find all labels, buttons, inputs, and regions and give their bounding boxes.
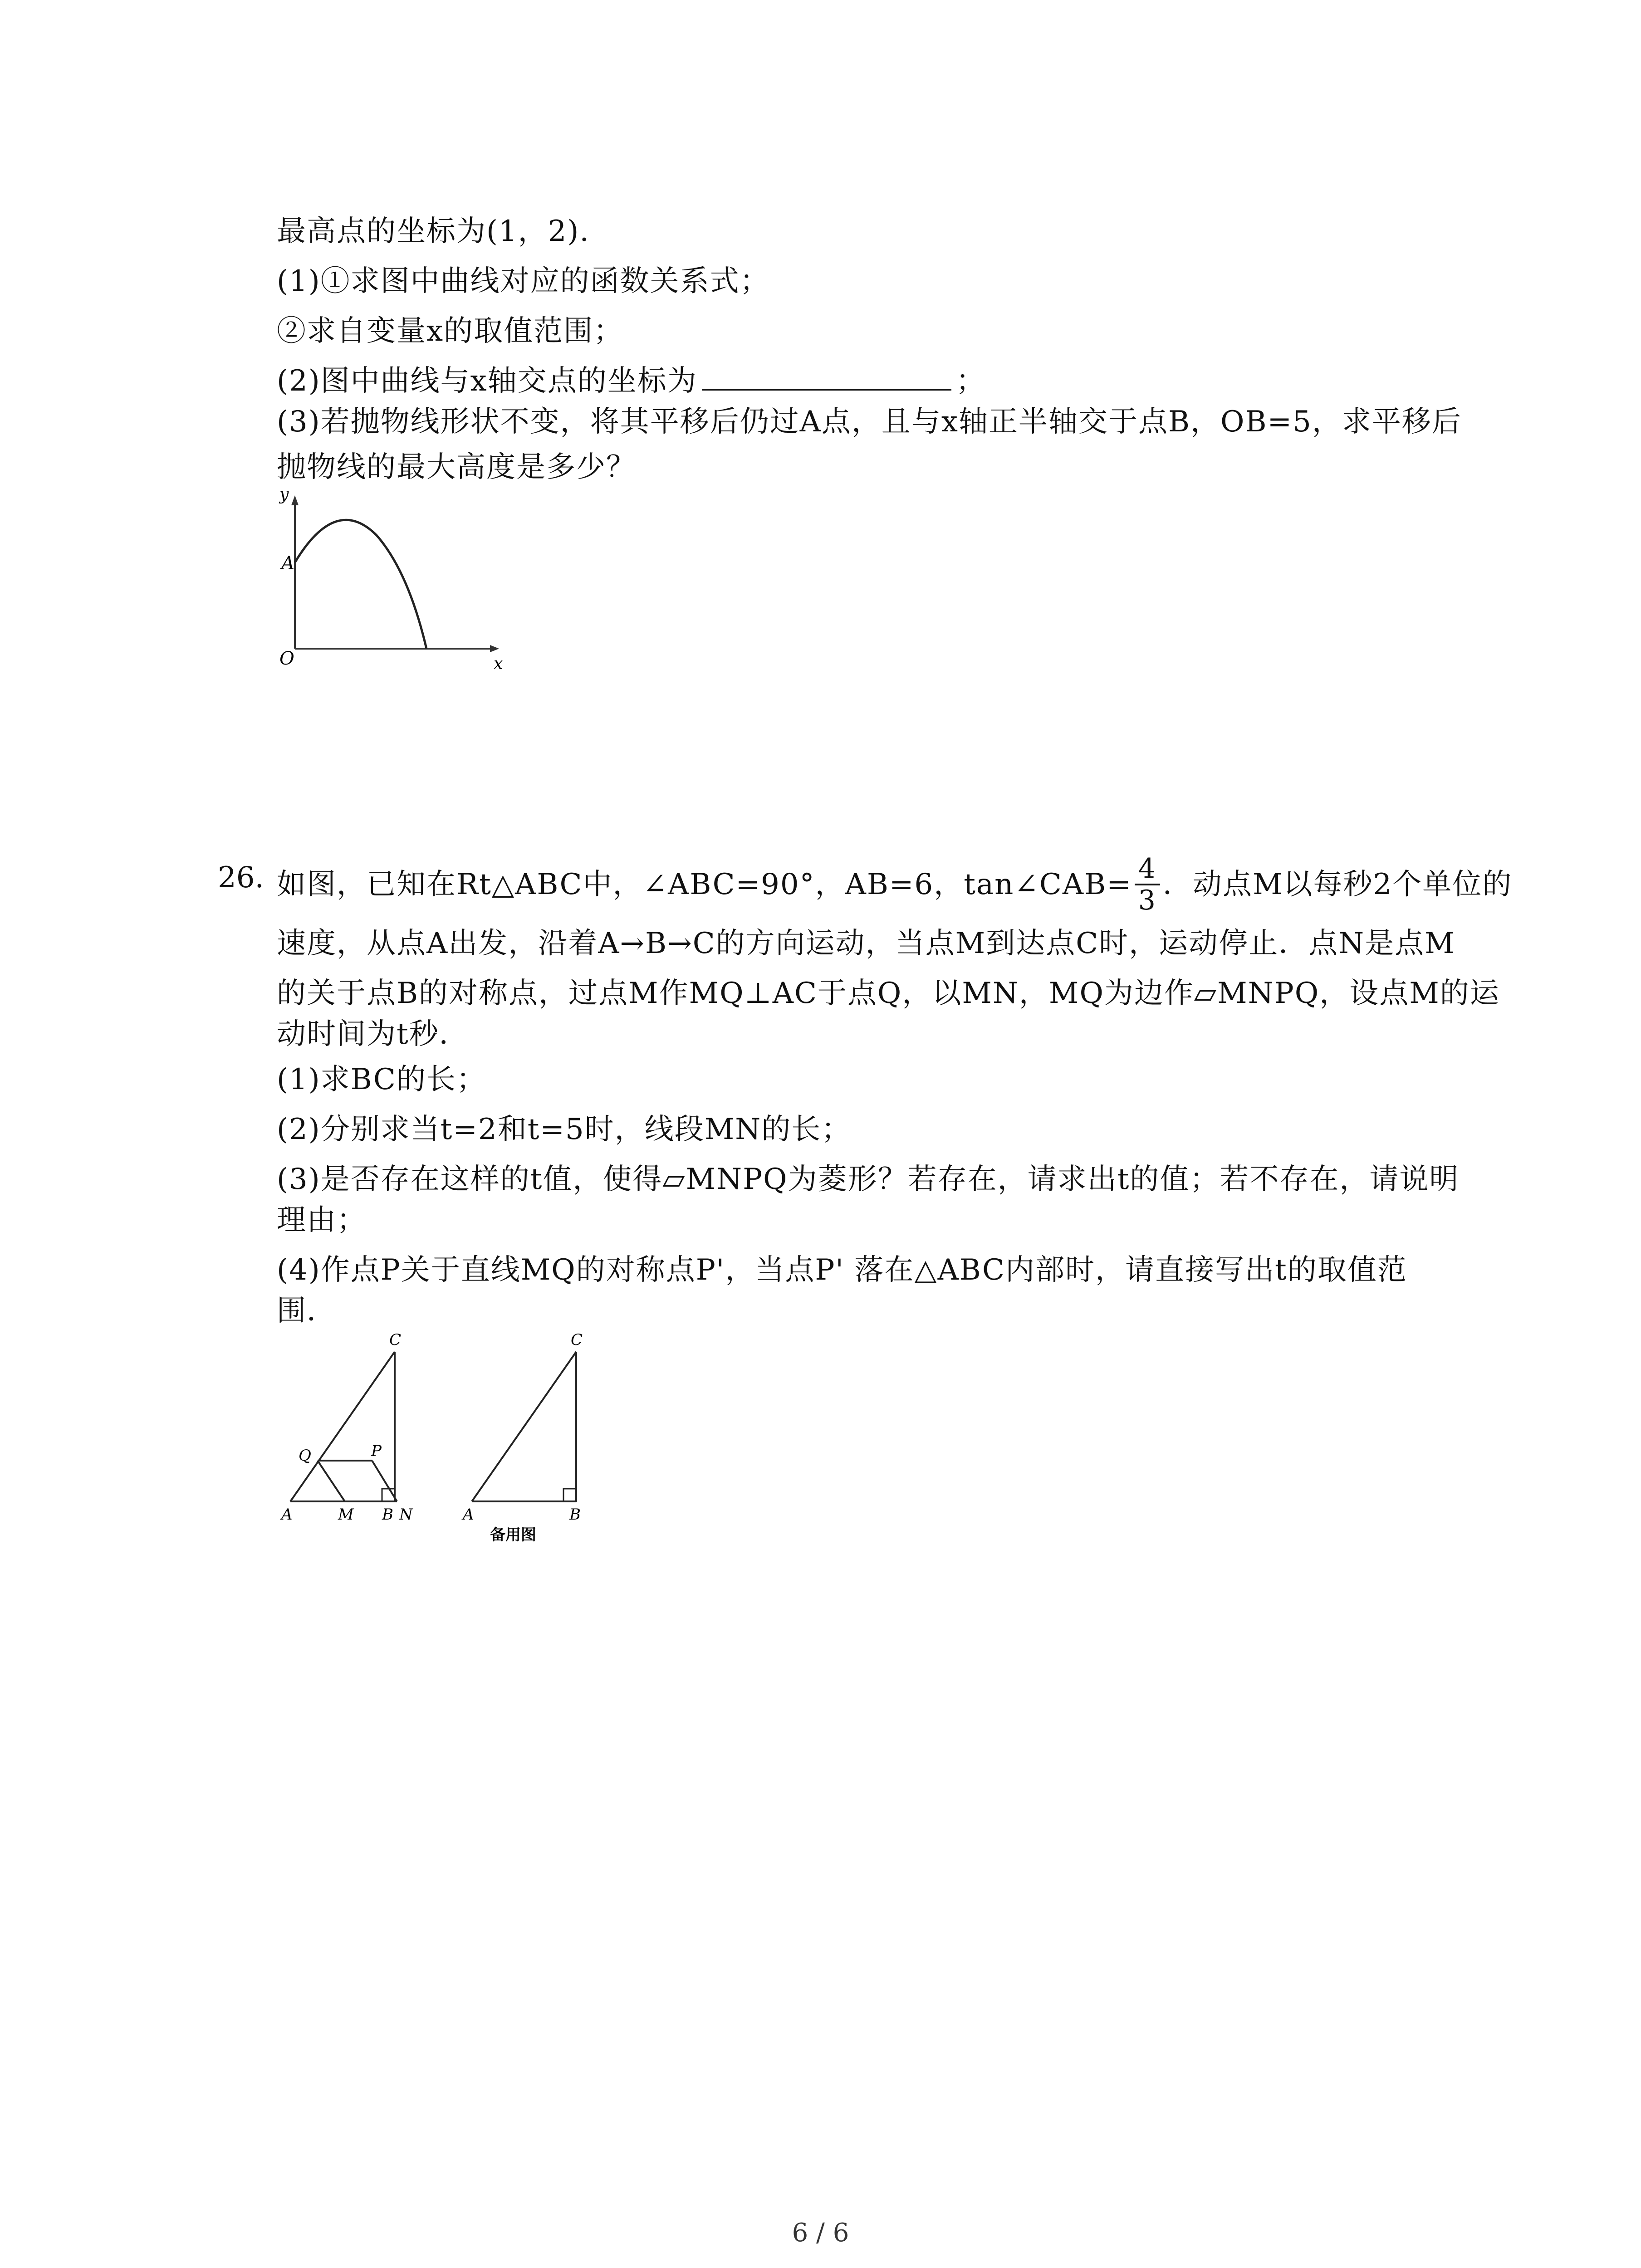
backup-figure-caption: 备用图 <box>490 1526 536 1544</box>
vertex-b-label: B <box>569 1505 581 1524</box>
vertex-c-label: C <box>389 1331 402 1349</box>
q26-line4: 动时间为t秒． <box>277 1017 469 1051</box>
x-axis-label: x <box>494 655 503 673</box>
parabola-figure <box>263 485 517 676</box>
hypotenuse-ac <box>472 1352 576 1501</box>
q25-part2-text: (2)图中曲线与x轴交点的坐标为 <box>277 364 697 398</box>
q26-line3: 的关于点B的对称点，过点M作MQ⊥AC于点Q，以MN，MQ为边作▱MNPQ，设点M的运 <box>277 977 1500 1010</box>
point-p-label: P <box>371 1442 382 1460</box>
vertex-b-label: B <box>382 1505 393 1524</box>
point-a-label: A <box>281 553 294 574</box>
q25-intro: 最高点的坐标为(1，2). <box>277 215 590 248</box>
point-q-label: Q <box>299 1447 311 1465</box>
parabola-curve <box>295 520 426 649</box>
fraction <box>1135 854 1160 915</box>
q26-part3-line2: 理由； <box>277 1203 367 1237</box>
q26-line2: 速度，从点A出发，沿着A→B→C的方向运动，当点M到达点C时，运动停止．点N是点M <box>277 927 1455 960</box>
q26-line1 <box>277 853 1512 916</box>
fraction-numerator: 4 <box>1135 854 1160 885</box>
answer-blank[interactable] <box>702 363 951 391</box>
right-angle-mark <box>563 1489 576 1501</box>
page-number: 6 / 6 <box>792 2218 849 2248</box>
vertex-a-label: A <box>463 1505 474 1524</box>
triangle-figure-main <box>263 1325 445 1524</box>
y-axis-arrow <box>291 495 299 505</box>
vertex-a-label: A <box>281 1505 293 1524</box>
q26-number: 26. <box>218 861 264 894</box>
hypotenuse-ac <box>290 1352 395 1501</box>
fraction-denominator: 3 <box>1138 885 1156 916</box>
vertex-c-label: C <box>571 1331 583 1349</box>
q26-part3-line1: (3)是否存在这样的t值，使得▱MNPQ为菱形？若存在，请求出t的值；若不存在，请说明 <box>277 1163 1460 1196</box>
segment-mq <box>318 1461 345 1501</box>
point-n-label: N <box>399 1505 413 1524</box>
segment-pn <box>372 1461 397 1501</box>
x-axis-arrow <box>490 645 499 652</box>
q25-part1-2: ②求自变量x的取值范围； <box>277 314 624 348</box>
q25-part1-1: (1)①求图中曲线对应的函数关系式； <box>277 264 770 298</box>
q26-part1: (1)求BC的长； <box>277 1063 486 1096</box>
q25-part2-end: ； <box>955 364 986 398</box>
q26-part2: (2)分别求当t=2和t=5时，线段MN的长； <box>277 1113 852 1146</box>
origin-label: O <box>279 648 294 669</box>
q25-part2 <box>277 363 986 399</box>
q26-line1-text-end: ．动点M以每秒2个单位的 <box>1162 868 1513 901</box>
triangle-figure-backup <box>454 1325 635 1551</box>
q25-part3-line2: 抛物线的最大高度是多少？ <box>277 450 636 484</box>
q26-line1-text: 如图，已知在Rt△ABC中，∠ABC=90°，AB=6，tan∠CAB= <box>277 868 1132 901</box>
q26-part4-line1: (4)作点P关于直线MQ的对称点P'，当点P' 落在△ABC内部时，请直接写出t的取值范 <box>277 1253 1407 1287</box>
q25-part3-line1: (3)若抛物线形状不变，将其平移后仍过A点，且与x轴正半轴交于点B，OB=5，求平移后 <box>277 405 1462 439</box>
q26-part4-line2: 围． <box>277 1294 337 1328</box>
y-axis-label: y <box>279 485 289 504</box>
point-m-label: M <box>338 1505 354 1524</box>
